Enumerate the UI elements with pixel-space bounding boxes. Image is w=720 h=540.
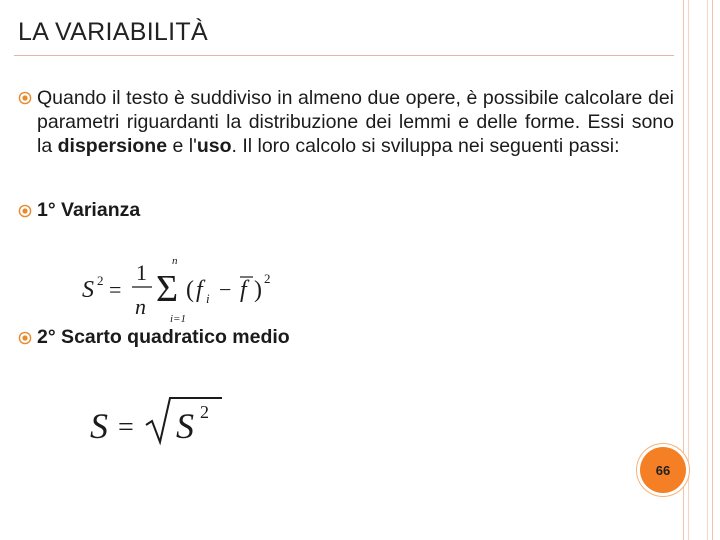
formula-equals: = — [109, 277, 122, 302]
formula-exponent: 2 — [264, 271, 271, 286]
formula-lhs: S — [90, 406, 108, 446]
page-number-badge: 66 — [640, 447, 686, 493]
bullet-gear-icon — [18, 91, 32, 105]
sum-upper-limit: n — [172, 255, 178, 267]
formula-f-subscript: i — [206, 291, 210, 306]
body-paragraph: Quando il testo è suddiviso in almeno due opere, è possibile calcolare dei parametri riguardanti la distribuzione dei lemmi e delle forme. Essi sono la dispersione e l'uso. Il loro calcolo si sviluppa nei seguenti passi: — [37, 87, 674, 157]
summation-symbol: Σ — [156, 268, 179, 310]
term-dispersione: dispersione — [57, 135, 168, 157]
formula-close-paren: ) — [254, 277, 262, 303]
term-uso: uso — [196, 135, 232, 157]
item-varianza: 1° Varianza — [37, 199, 141, 221]
sum-lower-limit: i=1 — [170, 313, 186, 324]
bullet-gear-icon — [18, 331, 32, 345]
formula-numerator: 1 — [136, 260, 147, 285]
formula-minus: − — [219, 277, 232, 302]
std-dev-formula — [86, 392, 236, 448]
formula-open-paren: ( — [186, 277, 194, 303]
formula-f-bar: f — [240, 277, 247, 303]
formula-lhs-exponent: 2 — [97, 273, 104, 288]
formula-radicand-exponent: 2 — [200, 402, 209, 422]
variance-formula — [78, 252, 283, 324]
bullet-gear-icon — [18, 204, 32, 218]
slide-title: LA VARIABILITÀ — [18, 18, 208, 46]
formula-lhs: S — [82, 277, 94, 303]
item-scarto-quadratico-medio: 2° Scarto quadratico medio — [37, 326, 290, 348]
title-divider — [14, 55, 674, 56]
formula-equals: = — [118, 412, 134, 443]
decorative-right-border — [683, 0, 713, 540]
formula-f: f — [196, 277, 203, 303]
formula-denominator: n — [135, 294, 146, 319]
formula-radicand: S — [176, 406, 194, 446]
